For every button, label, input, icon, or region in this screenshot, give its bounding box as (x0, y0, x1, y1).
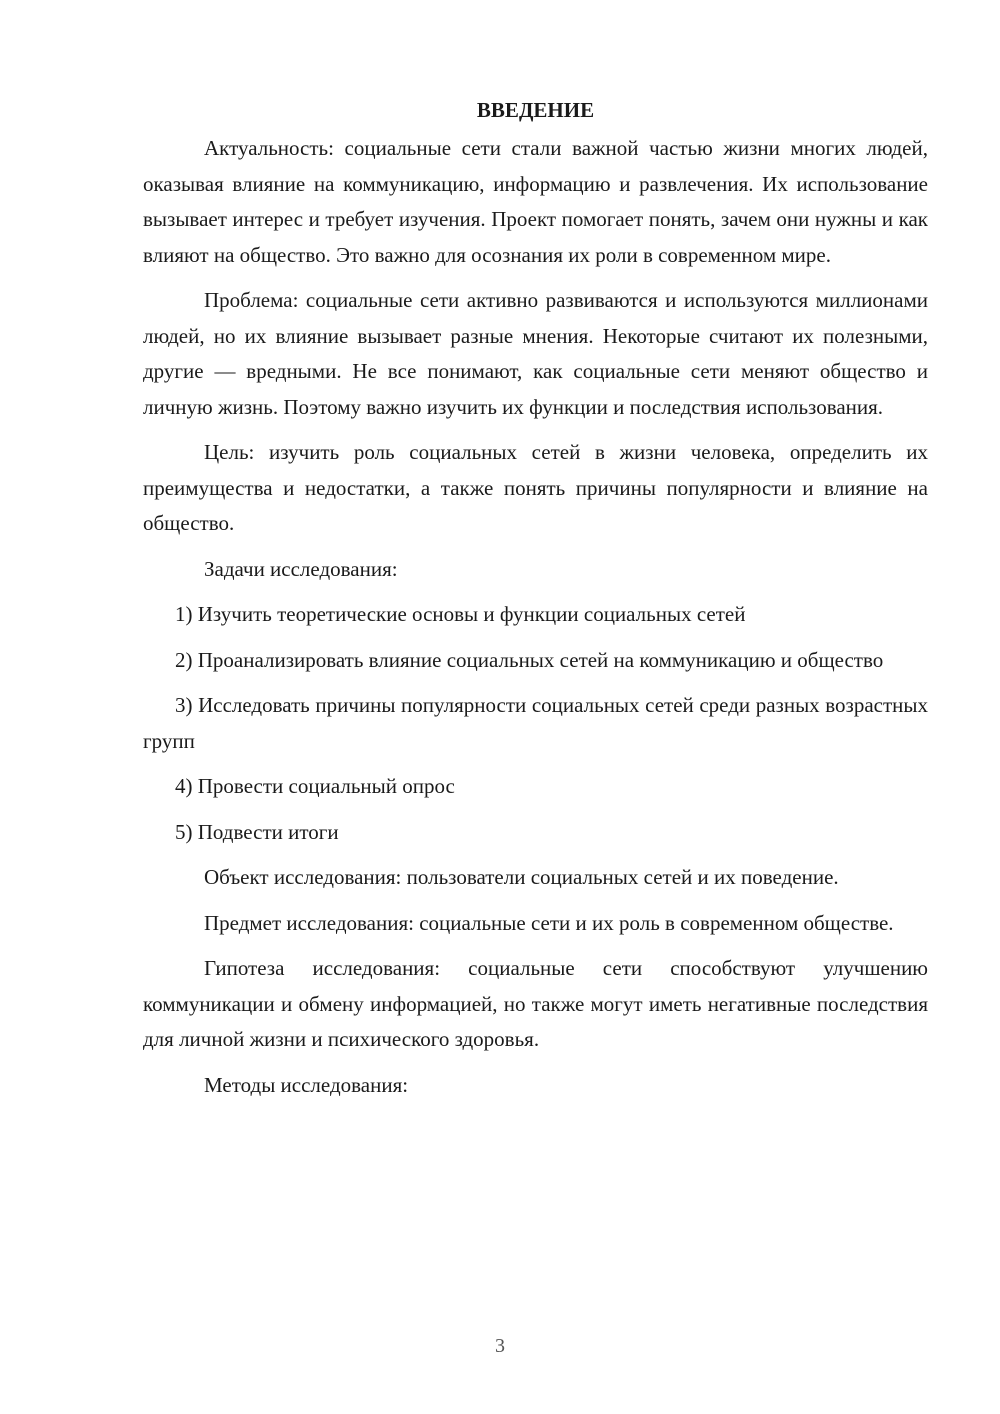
paragraph-goal: Цель: изучить роль социальных сетей в жизни человека, определить их преимущества и недостатки, а также понять причины популярности и влияние на общество. (143, 440, 928, 535)
paragraph-hypothesis: Гипотеза исследования: социальные сети способствуют улучшению коммуникации и обмену информацией, но также могут иметь негативные последствия для личной жизни и психического здоровья. (143, 956, 928, 1051)
task-item-4: 4) Провести социальный опрос (175, 774, 455, 798)
task-item-3: 3) Исследовать причины популярности социальных сетей среди разных возрастных групп (143, 693, 928, 753)
task-item-2: 2) Проанализировать влияние социальных сетей на коммуникацию и общество (175, 647, 884, 672)
paragraph-methods: Методы исследования: (204, 1072, 409, 1097)
paragraph-problem: Проблема: социальные сети активно развиваются и используются миллионами людей, но их влияние вызывает разные мнения. Некоторые считают их полезными, другие — вредными. Не все понимают, как социальные сети меняют общество и личную жизнь. Поэтому важно изучить их функции и последствия использования. (143, 288, 928, 419)
paragraph-object: Объект исследования: пользователи социальных сетей и их поведение. (204, 865, 839, 889)
task-item-1: 1) Изучить теоретические основы и функции социальных сетей (175, 602, 746, 626)
page-number: 3 (495, 1335, 505, 1357)
paragraph-relevance: Актуальность: социальные сети стали важной частью жизни многих людей, оказывая влияние на коммуникацию, информацию и развлечения. Их использование вызывает интерес и требует изучения. Проект помогает понять, зачем они нужны и как влияют на общество. Это важно для осознания их роли в современном мире. (143, 136, 928, 267)
paragraph-tasks-title: Задачи исследования: (204, 556, 398, 581)
task-item-5: 5) Подвести итоги (175, 819, 339, 844)
paragraph-subject: Предмет исследования: социальные сети и их роль в современном обществе. (204, 910, 894, 935)
document-page (143, 93, 928, 1113)
section-heading: ВВЕДЕНИЕ (476, 98, 595, 122)
